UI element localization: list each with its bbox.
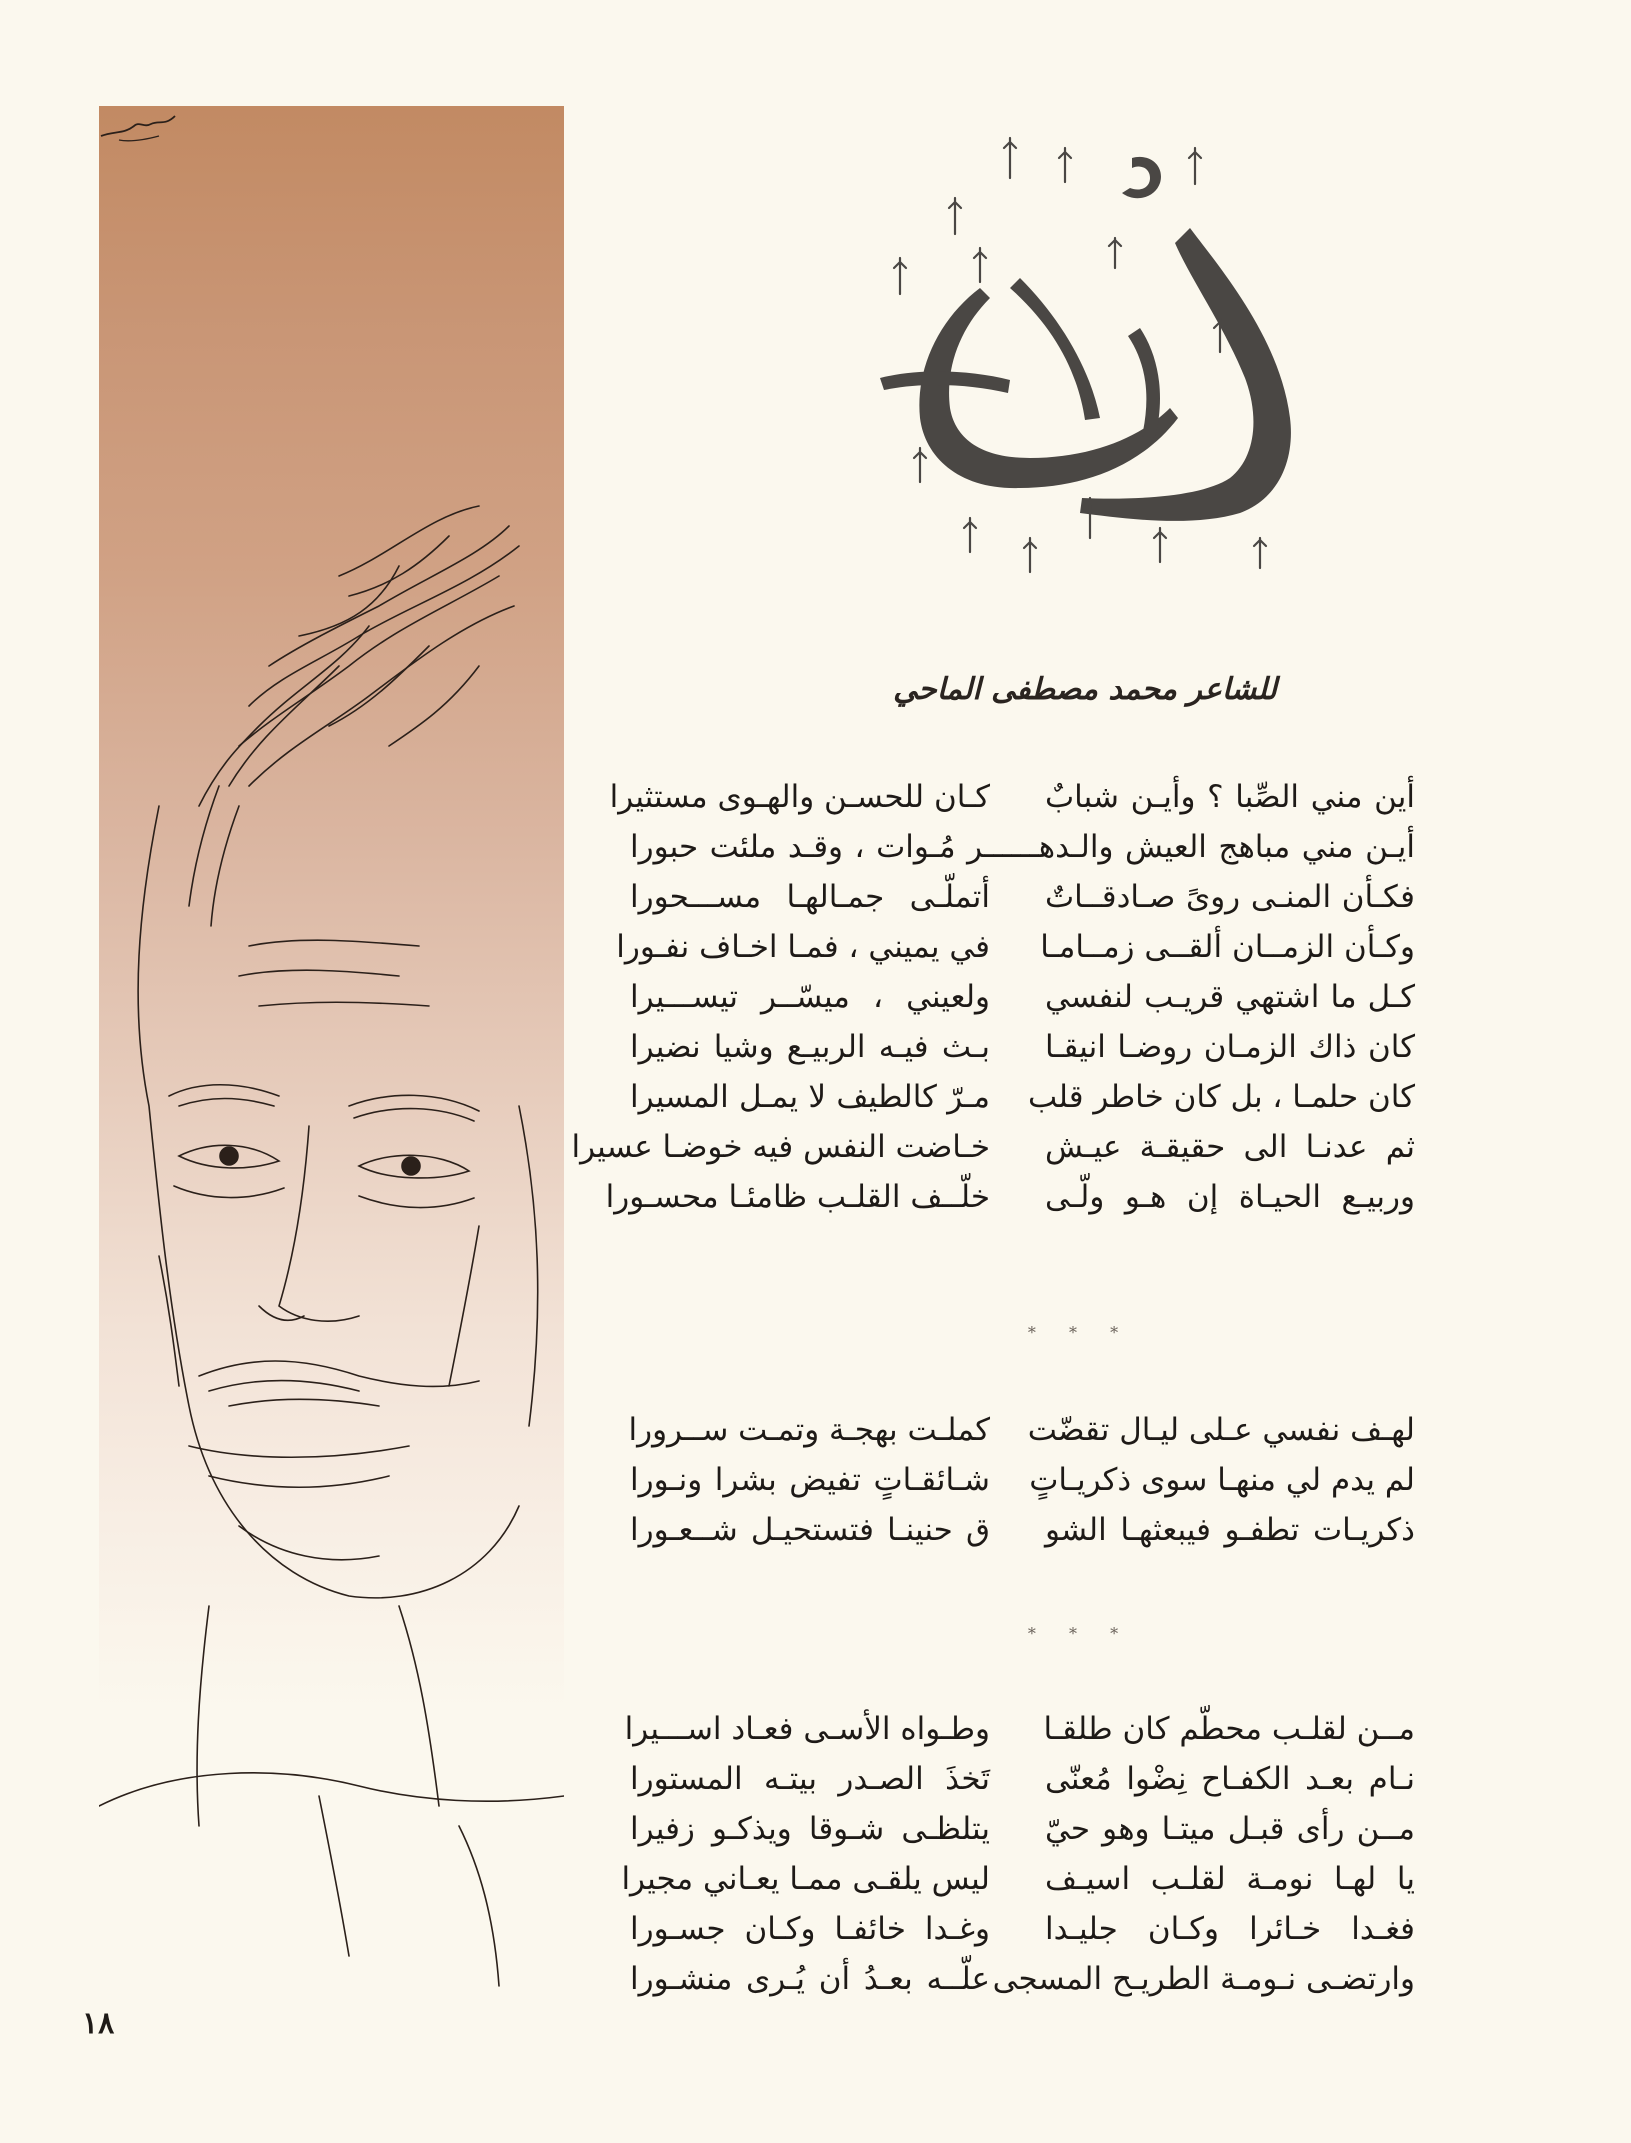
- verse-hemistich-right: وكـأن الزمــان ألقــى زمــامـا: [1040, 929, 1415, 965]
- verse-line: [620, 1072, 1415, 1122]
- verse-hemistich-left: وطـواه الأسـى فعـاد اســـيرا: [624, 1711, 990, 1747]
- verse-hemistich-left: تَخذَ الصـدر بيتـه المستورا: [630, 1761, 990, 1797]
- verse-full-line: أيـن مني مباهج العيش والـدهــــــر مُـوات ، وقـد ملئت حبورا: [630, 829, 1415, 865]
- portrait-illustration: [99, 106, 564, 2018]
- verse-line: [620, 1455, 1415, 1505]
- verse-hemistich-left: علّــه بعـدُ أن يُـرى منشـورا: [630, 1961, 990, 1997]
- artist-signature-mark: [99, 106, 179, 146]
- page-number: ١٨: [82, 2006, 115, 2041]
- verse-hemistich-left: ولعيني ، ميسّــر تيســـيرا: [630, 979, 990, 1015]
- stanza-2: [620, 1405, 1415, 1555]
- stanza-separator: * * *: [1027, 1624, 1133, 1643]
- verse-line: [620, 972, 1415, 1022]
- stanza-1: [571, 772, 1415, 1222]
- verse-hemistich-right: فكـأن المنـى روىً صـادقــاتٌ: [1045, 879, 1415, 915]
- verse-line: [620, 822, 1415, 872]
- verse-hemistich-right: كـل ما اشتهي قريـب لنفسي: [1045, 979, 1415, 1015]
- verse-hemistich-left: يتلظـى شـوقا ويذكـو زفيرا: [630, 1811, 990, 1847]
- verse-hemistich-left: في يميني ، فمـا اخـاف نفـورا: [616, 929, 990, 965]
- verse-hemistich-right: ذكريـات تطفـو فيبعثهـا الشو: [1045, 1512, 1415, 1548]
- verse-line: [620, 1754, 1415, 1804]
- verse-hemistich-right: أين مني الصِّبا ؟ وأيـن شبابٌ: [1045, 779, 1415, 815]
- verse-line: [609, 772, 1415, 822]
- verse-line: [620, 1022, 1415, 1072]
- verse-hemistich-right: وارتضـى نـومـة الطريـح المسجى: [992, 1961, 1415, 1997]
- verse-hemistich-left: ليس يلقـى ممـا يعـاني مجيرا: [621, 1861, 990, 1897]
- verse-hemistich-right: نـام بعـد الكفـاح نِضْوا مُعنّى: [1045, 1761, 1415, 1797]
- verse-hemistich-left: شـائقـاتٍ تفيض بشرا ونـورا: [630, 1462, 990, 1498]
- verse-hemistich-left: بـث فيـه الربيـع وشيا نضيرا: [630, 1029, 990, 1065]
- verse-hemistich-left: وغـدا خائفـا وكـان جسـورا: [630, 1911, 990, 1947]
- verse-line: [620, 1405, 1415, 1455]
- verse-hemistich-right: مــن رأى قبـل ميتـا وهو حيّ: [1045, 1811, 1415, 1847]
- verse-hemistich-left: ق حنينـا فتستحيـل شــعـورا: [630, 1512, 990, 1548]
- verse-hemistich-right: لم يدم لي منهـا سوى ذكريـاتٍ: [1029, 1462, 1415, 1498]
- verse-hemistich-right: وربيـع الحيـاة إن هـو ولّـى: [1045, 1179, 1415, 1215]
- calligraphy-drawing: [860, 118, 1330, 588]
- poet-byline: للشاعر محمد مصطفى الماحي: [893, 672, 1277, 707]
- stanza-3: [620, 1704, 1415, 2004]
- verse-line: [620, 1505, 1415, 1555]
- verse-line: [620, 1904, 1415, 1954]
- verse-hemistich-left: مـرّ كالطيف لا يمـل المسيرا: [630, 1079, 990, 1115]
- verse-hemistich-right: فغـدا خـائرا وكـان جليـدا: [1045, 1911, 1415, 1947]
- verse-hemistich-right: يا لهـا نومـة لقلـب اسيـف: [1045, 1861, 1415, 1897]
- verse-hemistich-right: لهـف نفسي عـلى ليـال تقضّت: [1027, 1412, 1415, 1448]
- verse-line: [571, 1122, 1415, 1172]
- verse-line: [620, 1854, 1415, 1904]
- verse-line: [620, 872, 1415, 922]
- verse-hemistich-left: خـاضت النفس فيه خوضـا عسيرا: [571, 1129, 990, 1165]
- verse-hemistich-left: كـان للحسـن والهـوى مستثيرا: [609, 779, 990, 815]
- portrait-sketch: [99, 106, 564, 2018]
- verse-line: [620, 1704, 1415, 1754]
- verse-line: [620, 1804, 1415, 1854]
- verse-line: [620, 1954, 1415, 2004]
- verse-hemistich-right: مــن لقلـب محطّم كان طلقـا: [1043, 1711, 1415, 1747]
- verse-line: [616, 922, 1415, 972]
- title-calligraphy: [860, 118, 1330, 588]
- verse-hemistich-right: كان حلمـا ، بل كان خاطر قلب: [1028, 1079, 1415, 1115]
- verse-line: [605, 1172, 1415, 1222]
- verse-hemistich-left: خلّــف القلـب ظامئـا محسـورا: [605, 1179, 990, 1215]
- verse-hemistich-right: كان ذاك الزمـان روضـا انيقـا: [1045, 1029, 1415, 1065]
- stanza-separator: * * *: [1027, 1323, 1133, 1342]
- verse-hemistich-left: أتملّـى جمـالهـا مســـحورا: [630, 879, 990, 915]
- verse-hemistich-left: كملـت بهجـة وتمـت ســرورا: [628, 1412, 990, 1448]
- verse-hemistich-right: ثم عدنـا الى حقيقـة عيـش: [1045, 1129, 1415, 1165]
